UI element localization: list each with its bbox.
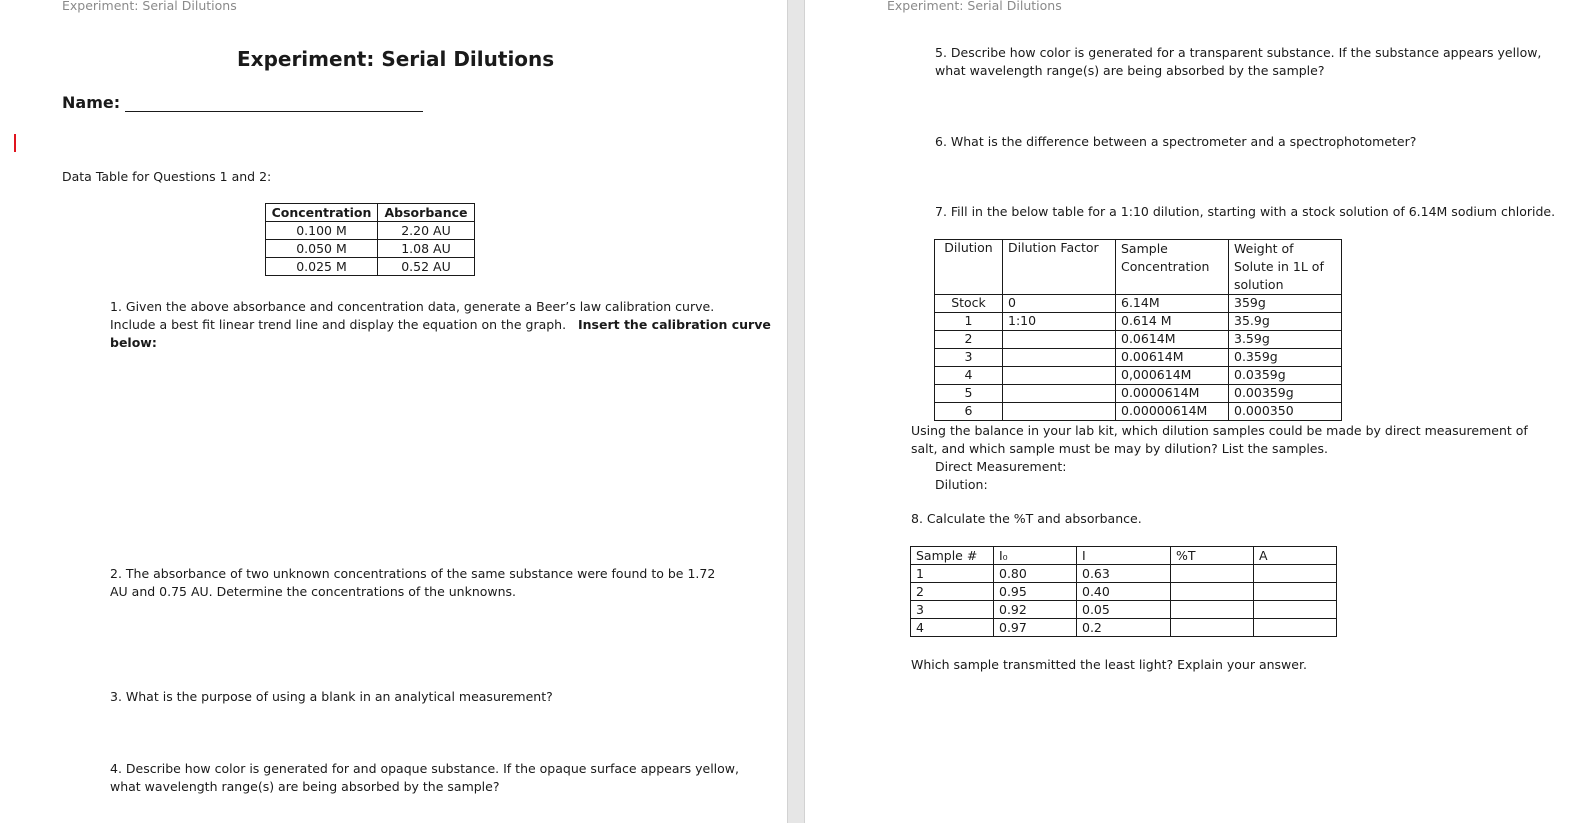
table-cell: 0.95	[994, 583, 1077, 601]
table-cell-editable[interactable]	[1171, 601, 1254, 619]
left-page[interactable]	[0, 0, 787, 823]
name-label: Name:	[62, 93, 121, 112]
table-row	[266, 222, 475, 240]
table-cell: 1	[935, 313, 1003, 331]
table-cell: 0.614 M	[1116, 313, 1229, 331]
table-cell: 0	[1003, 295, 1116, 313]
column-header: Dilution	[935, 240, 1003, 295]
table-row	[911, 619, 1337, 637]
transmittance-table	[910, 546, 1337, 637]
table-cell: 0.80	[994, 565, 1077, 583]
table-cell: 2	[935, 331, 1003, 349]
least-light-question: Which sample transmitted the least light? Explain your answer.	[911, 657, 1307, 672]
table-cell: 3.59g	[1229, 331, 1342, 349]
table-cell-editable[interactable]	[1171, 565, 1254, 583]
table-cell: 5	[935, 385, 1003, 403]
data-table	[265, 203, 475, 276]
page-gutter	[787, 0, 805, 823]
question-4-line-1: 4. Describe how color is generated for and opaque substance. If the opaque surface appears yellow,	[110, 761, 739, 776]
table-cell-editable[interactable]	[1171, 583, 1254, 601]
table-cell-editable[interactable]	[1003, 367, 1116, 385]
table-cell: 0,000614M	[1116, 367, 1229, 385]
question-2-line-2: AU and 0.75 AU. Determine the concentrations of the unknowns.	[110, 584, 517, 599]
page-header: Experiment: Serial Dilutions	[62, 0, 237, 13]
table-cell: 0.100 M	[266, 222, 378, 240]
table-cell: 359g	[1229, 295, 1342, 313]
table-cell: 2	[911, 583, 994, 601]
question-2-line-1: 2. The absorbance of two unknown concentrations of the same substance were found to be 1.72	[110, 566, 716, 581]
column-header: Weight of Solute in 1L of solution	[1229, 240, 1342, 295]
question-4-line-2: what wavelength range(s) are being absorbed by the sample?	[110, 779, 500, 794]
page-title: Experiment: Serial Dilutions	[237, 47, 555, 71]
column-header: %T	[1171, 547, 1254, 565]
table-header-row	[911, 547, 1337, 565]
table-cell: 0.97	[994, 619, 1077, 637]
table-row	[911, 565, 1337, 583]
table-cell: Stock	[935, 295, 1003, 313]
table-cell: 6.14M	[1116, 295, 1229, 313]
table-cell-editable[interactable]	[1003, 403, 1116, 421]
column-header: A	[1254, 547, 1337, 565]
column-header: I	[1077, 547, 1171, 565]
table-cell-editable[interactable]	[1254, 565, 1337, 583]
column-header: Sample #	[911, 547, 994, 565]
question-3: 3. What is the purpose of using a blank in an analytical measurement?	[110, 689, 553, 704]
dilution-label: Dilution:	[935, 477, 988, 492]
table-cell: 0.00359g	[1229, 385, 1342, 403]
question-4	[110, 760, 739, 796]
table-cell: 0.2	[1077, 619, 1171, 637]
table-cell: 1	[911, 565, 994, 583]
table-cell-editable[interactable]	[1003, 385, 1116, 403]
dilution-table	[934, 239, 1342, 421]
table-cell: 1.08 AU	[378, 240, 475, 258]
question-1-text: Include a best fit linear trend line and display the equation on the graph.	[110, 317, 567, 332]
table-cell: 1:10	[1003, 313, 1116, 331]
table-cell: 0.0359g	[1229, 367, 1342, 385]
table-cell-editable[interactable]	[1254, 601, 1337, 619]
table-row	[266, 240, 475, 258]
table-cell: 0.05	[1077, 601, 1171, 619]
table-cell: 0.40	[1077, 583, 1171, 601]
table-cell: 4	[935, 367, 1003, 385]
question-1-line-1: 1. Given the above absorbance and concentration data, generate a Beer’s law calibration curve.	[110, 299, 715, 314]
table-cell-editable[interactable]	[1254, 619, 1337, 637]
table-row	[935, 349, 1342, 367]
table-row	[935, 313, 1342, 331]
question-6: 6. What is the difference between a spectrometer and a spectrophotometer?	[935, 134, 1417, 149]
table-cell: 0.025 M	[266, 258, 378, 276]
data-table-caption: Data Table for Questions 1 and 2:	[62, 169, 272, 184]
name-blank-line[interactable]	[125, 93, 423, 112]
direct-measurement-label: Direct Measurement:	[935, 459, 1067, 474]
name-field[interactable]	[62, 93, 423, 112]
text-cursor	[14, 134, 16, 152]
table-cell: 0.52 AU	[378, 258, 475, 276]
question-1-line-2	[110, 316, 771, 334]
table-row	[935, 367, 1342, 385]
table-cell: 3	[911, 601, 994, 619]
column-header: Sample Concentration	[1116, 240, 1229, 295]
table-cell: 35.9g	[1229, 313, 1342, 331]
column-header: Dilution Factor	[1003, 240, 1116, 295]
table-header-row	[266, 204, 475, 222]
page-header: Experiment: Serial Dilutions	[887, 0, 1062, 13]
question-2	[110, 565, 715, 601]
column-header: Absorbance	[378, 204, 475, 222]
column-header: I₀	[994, 547, 1077, 565]
balance-question	[911, 422, 1528, 494]
table-cell: 0.050 M	[266, 240, 378, 258]
question-5-line-1: 5. Describe how color is generated for a transparent substance. If the substance appears yellow,	[935, 45, 1542, 60]
table-row	[911, 601, 1337, 619]
table-cell: 0.00614M	[1116, 349, 1229, 367]
table-cell-editable[interactable]	[1254, 583, 1337, 601]
question-1	[110, 298, 771, 352]
table-cell: 6	[935, 403, 1003, 421]
table-cell: 0.00000614M	[1116, 403, 1229, 421]
table-cell: 0.000350	[1229, 403, 1342, 421]
right-page[interactable]	[805, 0, 1583, 823]
question-1-instruction-end: below:	[110, 335, 157, 350]
question-5	[935, 44, 1541, 80]
question-5-line-2: what wavelength range(s) are being absorbed by the sample?	[935, 63, 1325, 78]
question-8: 8. Calculate the %T and absorbance.	[911, 511, 1142, 526]
question-7: 7. Fill in the below table for a 1:10 dilution, starting with a stock solution of 6.14M sodium chloride.	[935, 204, 1556, 219]
table-cell-editable[interactable]	[1171, 619, 1254, 637]
table-row	[935, 331, 1342, 349]
table-cell: 0.0000614M	[1116, 385, 1229, 403]
table-cell-editable[interactable]	[1003, 349, 1116, 367]
table-row	[911, 583, 1337, 601]
table-row	[935, 295, 1342, 313]
balance-question-line-2: salt, and which sample must be may by dilution? List the samples.	[911, 441, 1328, 456]
question-1-instruction: Insert the calibration curve	[578, 317, 771, 332]
column-header: Concentration	[266, 204, 378, 222]
table-cell: 3	[935, 349, 1003, 367]
table-row	[935, 385, 1342, 403]
table-cell: 0.92	[994, 601, 1077, 619]
table-cell: 0.63	[1077, 565, 1171, 583]
balance-question-line-1: Using the balance in your lab kit, which dilution samples could be made by direct measurement of	[911, 423, 1528, 438]
table-row	[935, 403, 1342, 421]
table-cell: 2.20 AU	[378, 222, 475, 240]
table-header-row	[935, 240, 1342, 295]
table-cell: 0.0614M	[1116, 331, 1229, 349]
table-cell: 4	[911, 619, 994, 637]
table-row	[266, 258, 475, 276]
table-cell: 0.359g	[1229, 349, 1342, 367]
table-cell-editable[interactable]	[1003, 331, 1116, 349]
question-1-line-3	[110, 334, 771, 352]
